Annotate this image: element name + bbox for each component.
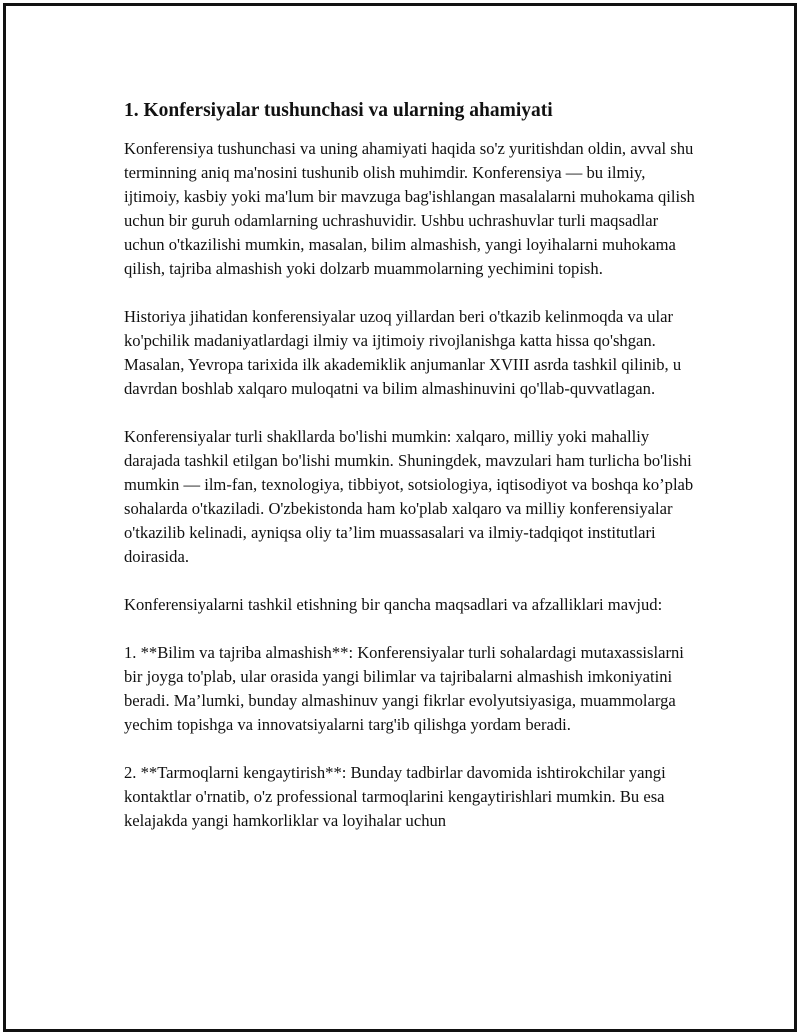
- document-body: [124, 99, 699, 857]
- section-heading: 1. Konfersiyalar tushunchasi va ularning ahamiyati: [124, 100, 553, 121]
- paragraph-intro: Konferensiya tushunchasi va uning ahamiyati haqida so'z yuritishdan oldin, avval shu terminning aniq ma'nosini tushunib olish muhimdir. Konferensiya — bu ilmiy, ijtimoiy, kasbiy yoki ma'lum bir mavzuga bag'ishlangan masalalarni muhokama qilish uchun bir guruh odamlarning uchrashuvidir. Ushbu uchrashuvlar turli maqsadlar uchun o'tkazilishi mumkin, masalan, bilim almashish, yangi loyihalarni muhokama qilish, tajriba almashish yoki dolzarb muammolarning yechimini topish.: [124, 139, 695, 278]
- list-item-knowledge-exchange: 1. **Bilim va tajriba almashish**: Konferensiyalar turli sohalardagi mutaxassislarni bir joyga to'plab, ular orasida yangi bilimlar va tajribalarni almashish imkoniyatini beradi. Ma’lumki, bunday almashinuv yangi fikrlar evolyutsiyasiga, muammolarga yechim topishga va innovatsiyalarni targ'ib qilishga yordam beradi.: [124, 643, 684, 734]
- page-frame: [3, 3, 797, 1032]
- paragraph-forms: Konferensiyalar turli shakllarda bo'lishi mumkin: xalqaro, milliy yoki mahalliy darajada tashkil etilgan bo'lishi mumkin. Shuningdek, mavzulari ham turlicha bo'lishi mumkin — ilm-fan, texnologiya, tibbiyot, sotsiologiya, iqtisodiyot va boshqa ko’plab sohalarda o'tkaziladi. O'zbekistonda ham ko'plab xalqaro va milliy konferensiyalar o'tkazilib kelinadi, ayniqsa oliy ta’lim muassasalari va ilmiy-tadqiqot institutlari doirasida.: [124, 427, 694, 566]
- paragraph-goals-intro: Konferensiyalarni tashkil etishning bir qancha maqsadlari va afzalliklari mavjud:: [124, 595, 663, 614]
- list-item-networking: 2. **Tarmoqlarni kengaytirish**: Bunday tadbirlar davomida ishtirokchilar yangi kontaktlar o'rnatib, o'z professional tarmoqlarini kengaytirishlari mumkin. Bu esa kelajakda yangi hamkorliklar va loyihalar uchun: [124, 763, 666, 830]
- paragraph-history: Historiya jihatidan konferensiyalar uzoq yillardan beri o'tkazib kelinmoqda va ular ko'pchilik madaniyatlardagi ilmiy va ijtimoiy rivojlanishga katta hissa qo'shgan. Masalan, Yevropa tarixida ilk akademiklik anjumanlar XVIII asrda tashkil qilinib, u davrdan boshlab xalqaro muloqatni va bilim almashinuvini qo'llab-quvvatlagan.: [124, 307, 682, 398]
